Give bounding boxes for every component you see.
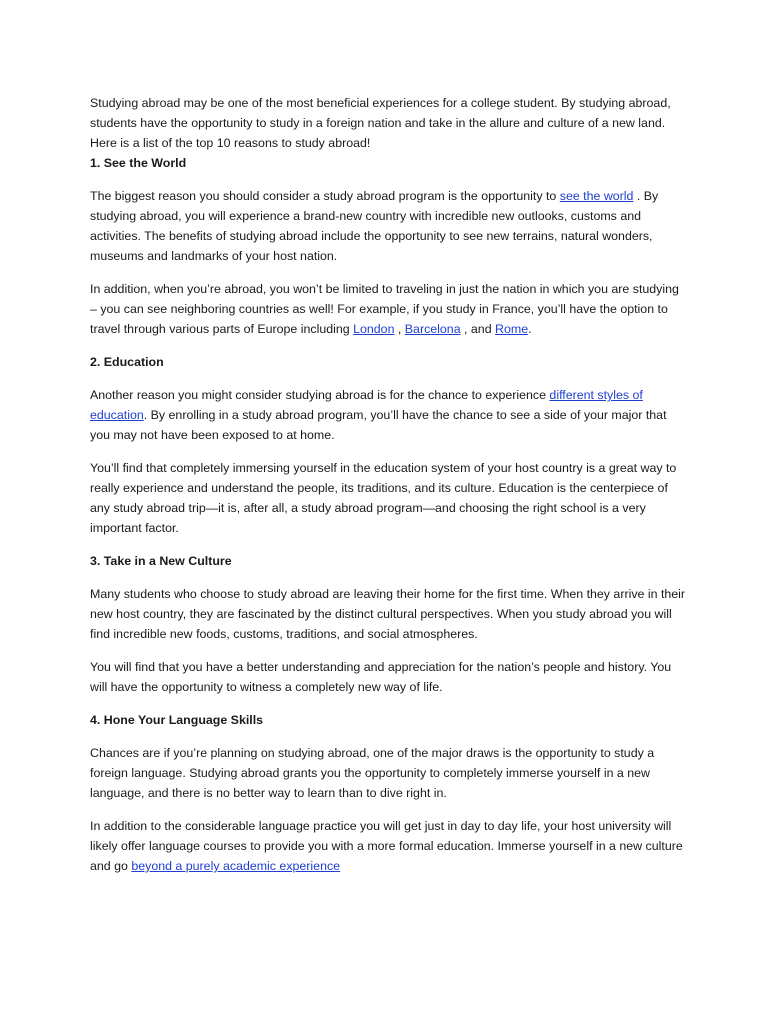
link-london[interactable]: London — [353, 322, 395, 336]
heading-language-skills: 4. Hone Your Language Skills — [90, 713, 264, 727]
link-different-styles-of-education[interactable]: different styles of education — [90, 388, 643, 422]
link-beyond-academic-experience[interactable]: beyond a purely academic experience — [131, 859, 341, 873]
paragraph-culture-2: You will find that you have a better understanding and appreciation for the nation’s people and history. You will have the opportunity to witness a completely new way of life. — [90, 660, 672, 694]
paragraph-language-1: Chances are if you’re planning on studying abroad, one of the major draws is the opportunity to study a foreign language. Studying abroad grants you the opportunity to completely immerse yourself in a new language, and there is no better way to learn than to dive right in. — [90, 746, 655, 800]
link-rome[interactable]: Rome — [495, 322, 529, 336]
paragraph-education-2: You’ll find that completely immersing yourself in the education system of your host country is a great way to really experience and understand the people, its traditions, and its culture. Education is the centerpiece of any study abroad trip—it is, after all, a study abroad program—and choosing the right school is a very important factor. — [90, 461, 677, 535]
heading-education: 2. Education — [90, 355, 164, 369]
heading-see-the-world: 1. See the World — [90, 156, 187, 170]
paragraph-culture-1: Many students who choose to study abroad are leaving their home for the first time. When they arrive in their new host country, they are fascinated by the distinct cultural perspectives. When you study abroad you will find incredible new foods, customs, traditions, and social atmospheres. — [90, 587, 686, 641]
heading-take-in-culture: 3. Take in a New Culture — [90, 554, 232, 568]
paragraph-see-world-1: The biggest reason you should consider a study abroad program is the opportunity to see the world . By studying abroad, you will experience a brand-new country with incredible new outlooks, customs and activities. The benefits of studying abroad include the opportunity to see new terrains, natural wonders, museums and landmarks of your host nation. — [90, 189, 659, 263]
paragraph-education-1: Another reason you might consider studying abroad is for the chance to experience different styles of education. By enrolling in a study abroad program, you’ll have the chance to see a side of your major that you may not have been exposed to at home. — [90, 388, 667, 442]
paragraph-language-2: In addition to the considerable language practice you will get just in day to day life, your host university will likely offer language courses to provide you with a more formal education. Immerse yourself in a new culture and go beyond a purely academic experience — [90, 819, 683, 873]
link-barcelona[interactable]: Barcelona — [404, 322, 461, 336]
link-see-the-world[interactable]: see the world — [559, 189, 634, 203]
intro-paragraph: Studying abroad may be one of the most beneficial experiences for a college student. By studying abroad, students have the opportunity to study in a foreign nation and take in the allure and culture of a new land. Here is a list of the top 10 reasons to study abroad! — [90, 96, 671, 150]
paragraph-see-world-2: In addition, when you’re abroad, you won’t be limited to traveling in just the nation in which you are studying – you can see neighboring countries as well! For example, if you study in France, you’ll have the option to travel through various parts of Europe including London , Barcelona , and Rome. — [90, 282, 679, 336]
